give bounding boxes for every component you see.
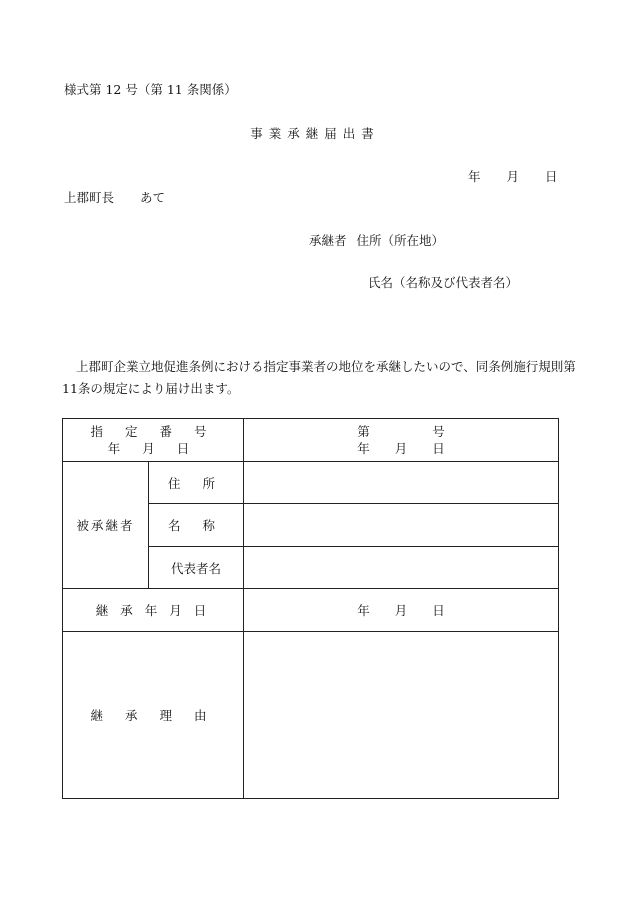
addressee [64, 188, 165, 206]
table-row [63, 589, 559, 632]
succession-reason-field[interactable] [244, 632, 559, 799]
succession-reason-label: 継 承 理 由 [63, 632, 244, 799]
designation-date-label: 年 月 日 [107, 441, 199, 456]
table-row [63, 632, 559, 799]
predecessor-address-field[interactable] [244, 462, 559, 504]
document-title: 事業承継届出書 [250, 126, 380, 141]
table-row [63, 419, 559, 462]
predecessor-name-field[interactable] [244, 504, 559, 547]
predecessor-name-label: 名 称 [149, 504, 244, 547]
predecessor-representative-label: 代表者名 [149, 547, 244, 589]
submission-date: 年 月 日 [468, 169, 558, 184]
designation-number-label: 指 定 番 号 [90, 424, 216, 439]
addressee-name: 上郡町長 [64, 190, 115, 205]
predecessor-address-label: 住 所 [149, 462, 244, 504]
designation-label-cell [63, 419, 244, 462]
designation-date-value: 年 月 日 [357, 441, 445, 456]
designation-number-value: 第 号 [357, 424, 445, 439]
successor-address-label: 住所（所在地） [356, 233, 445, 248]
succession-date-label: 継 承 年 月 日 [63, 589, 244, 632]
table-row [63, 462, 559, 504]
predecessor-label: 被承継者 [63, 462, 149, 589]
form-number: 様式第 12 号（第 11 条関係） [64, 82, 237, 97]
predecessor-representative-field[interactable] [244, 547, 559, 589]
successor-address-line [309, 231, 444, 249]
body-text: 上郡町企業立地促進条例における指定事業者の地位を承継したいので、同条例施行規則第11条の規定により届け出ます。 [62, 359, 576, 396]
designation-value-cell[interactable] [244, 419, 559, 462]
succession-date-field[interactable]: 年 月 日 [244, 589, 559, 632]
successor-name-label: 氏名（名称及び代表者名） [368, 275, 519, 290]
succession-form-table [62, 418, 559, 799]
addressee-suffix: あて [140, 190, 166, 205]
successor-role-label: 承継者 [309, 233, 347, 248]
